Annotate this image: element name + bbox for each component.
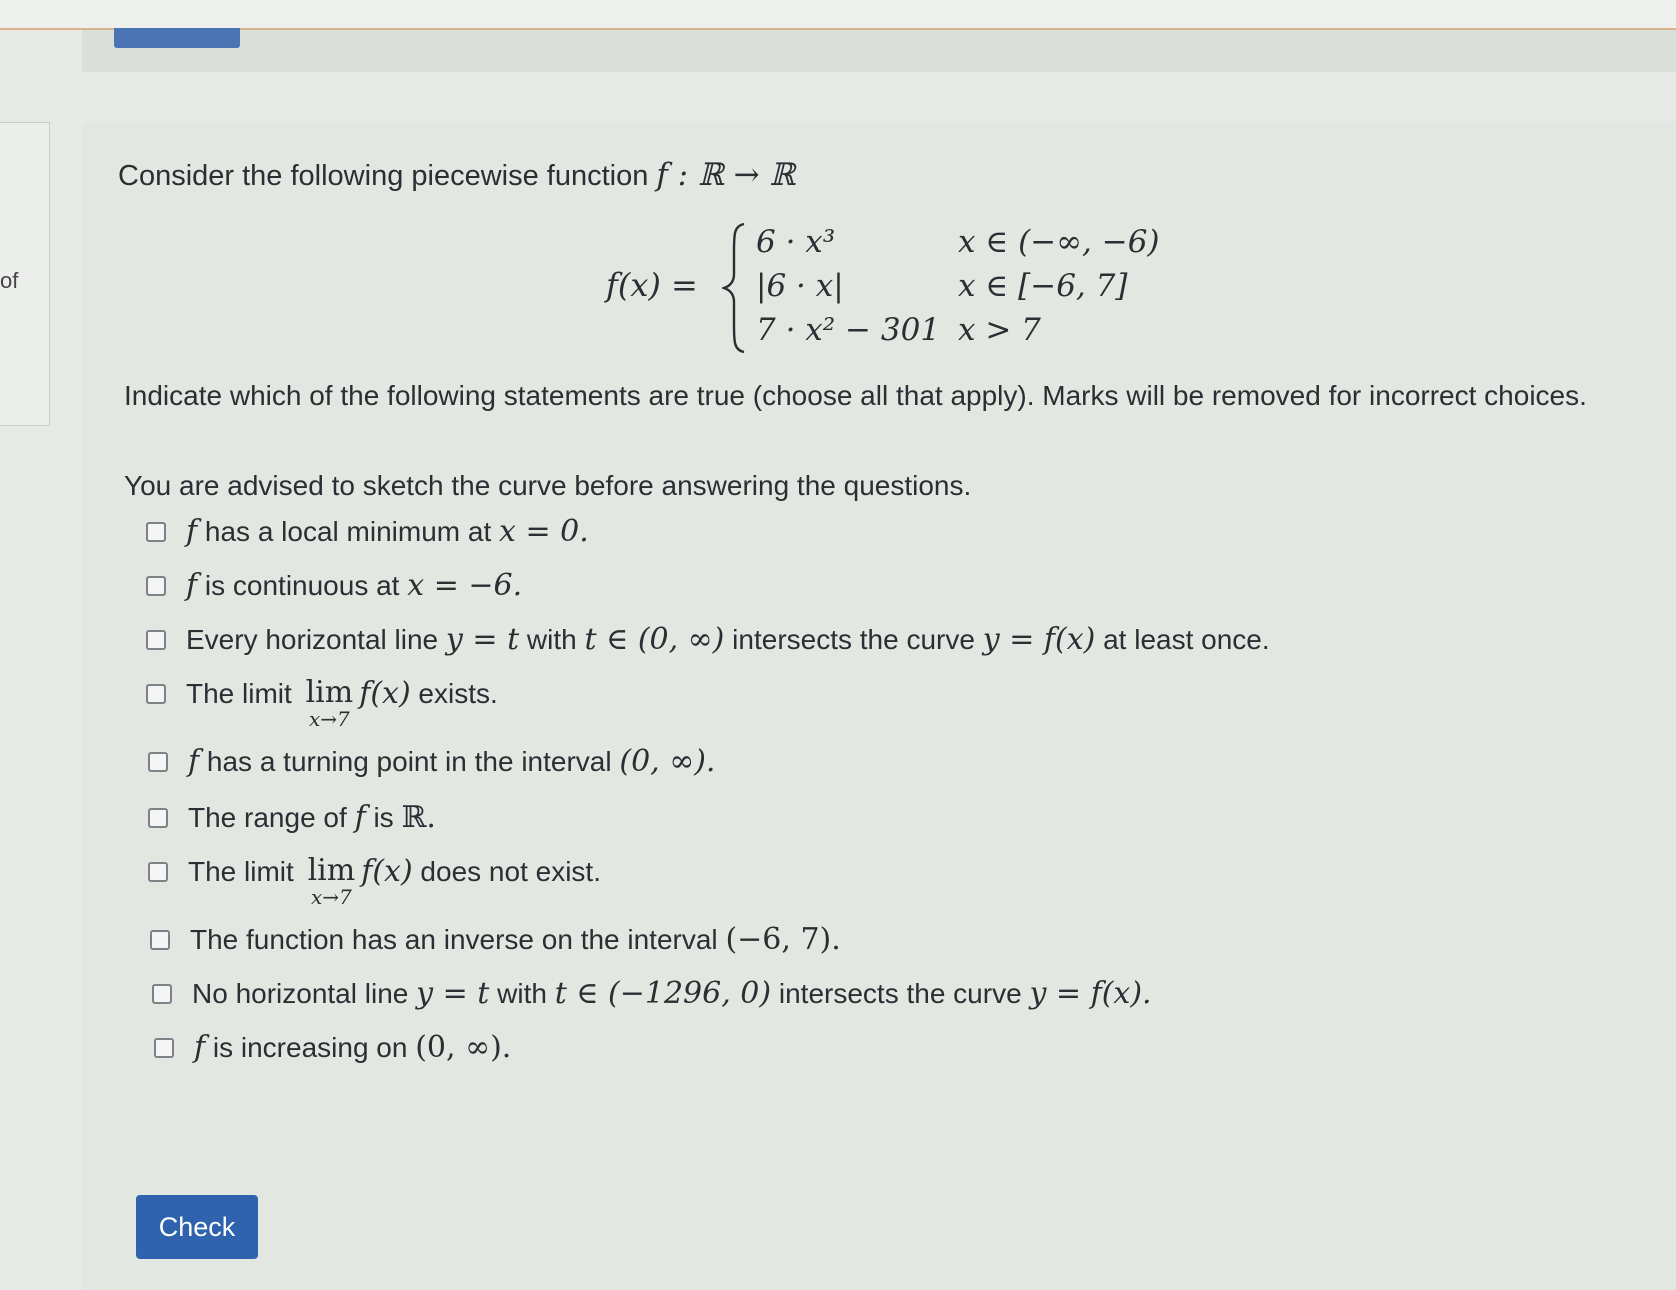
- option-7-checkbox[interactable]: [148, 862, 168, 882]
- option-6-label: The range of f is ℝ.: [188, 800, 436, 835]
- option-4-checkbox[interactable]: [146, 684, 166, 704]
- case-2-expression: |6 · x|: [756, 268, 844, 304]
- option-limit-not-exist[interactable]: [148, 853, 601, 909]
- case-1-condition: x ∈ (−∞, −6): [958, 224, 1160, 260]
- piecewise-lhs: f(x) =: [606, 266, 698, 304]
- case-2-condition: x ∈ [−6, 7]: [958, 268, 1128, 304]
- option-7-label: The limit lim x→7 f(x) does not exist.: [188, 853, 601, 909]
- option-1-label: f has a local minimum at x = 0.: [186, 514, 589, 549]
- option-8-checkbox[interactable]: [150, 930, 170, 950]
- question-intro: [118, 157, 795, 193]
- top-tab-indicator[interactable]: [114, 28, 240, 48]
- option-9-checkbox[interactable]: [152, 984, 172, 1004]
- check-button[interactable]: Check: [136, 1195, 258, 1259]
- intro-text: Consider the following piecewise function: [118, 160, 649, 192]
- case-3-condition: x > 7: [958, 312, 1041, 348]
- option-range[interactable]: [148, 800, 436, 835]
- option-10-label: f is increasing on (0, ∞).: [194, 1030, 512, 1065]
- option-3-label: Every horizontal line y = t with t ∈ (0, ∞) intersects the curve y = f(x) at least once.: [186, 622, 1270, 657]
- option-5-checkbox[interactable]: [148, 752, 168, 772]
- option-2-label: f is continuous at x = −6.: [186, 568, 523, 603]
- option-inverse[interactable]: [150, 922, 841, 957]
- option-horizontal-line-negative[interactable]: [152, 976, 1152, 1011]
- top-band: [0, 0, 1676, 30]
- option-continuous[interactable]: [146, 568, 522, 603]
- option-10-checkbox[interactable]: [154, 1038, 174, 1058]
- case-3-expression: 7 · x² − 301: [756, 312, 941, 348]
- piecewise-definition: [606, 222, 1186, 352]
- option-8-label: The function has an inverse on the interval (−6, 7).: [190, 922, 841, 957]
- option-limit-exists[interactable]: [146, 675, 498, 731]
- option-1-checkbox[interactable]: [146, 522, 166, 542]
- top-panel: [82, 30, 1676, 72]
- function-signature: f : ℝ → ℝ: [656, 157, 796, 193]
- option-2-checkbox[interactable]: [146, 576, 166, 596]
- option-5-label: f has a turning point in the interval (0, ∞).: [188, 744, 716, 779]
- advice-text: You are advised to sketch the curve before answering the questions.: [124, 470, 972, 501]
- option-horizontal-line-positive[interactable]: [146, 622, 1270, 657]
- limit-notation: lim x→7: [307, 853, 356, 909]
- case-1-expression: 6 · x³: [756, 224, 836, 260]
- instructions-text: Indicate which of the following statements are true (choose all that apply). Marks will be removed for incorrect choices.: [124, 380, 1587, 411]
- option-4-label: The limit lim x→7 f(x) exists.: [186, 675, 498, 731]
- option-9-label: No horizontal line y = t with t ∈ (−1296, 0) intersects the curve y = f(x).: [192, 976, 1152, 1011]
- option-increasing[interactable]: [154, 1030, 511, 1065]
- option-6-checkbox[interactable]: [148, 808, 168, 828]
- sidebar-fragment-text: of: [0, 268, 19, 293]
- left-brace-icon: [722, 222, 748, 354]
- option-turning-point[interactable]: [148, 744, 715, 779]
- option-3-checkbox[interactable]: [146, 630, 166, 650]
- limit-notation: lim x→7: [305, 675, 354, 731]
- option-local-minimum[interactable]: [146, 514, 589, 549]
